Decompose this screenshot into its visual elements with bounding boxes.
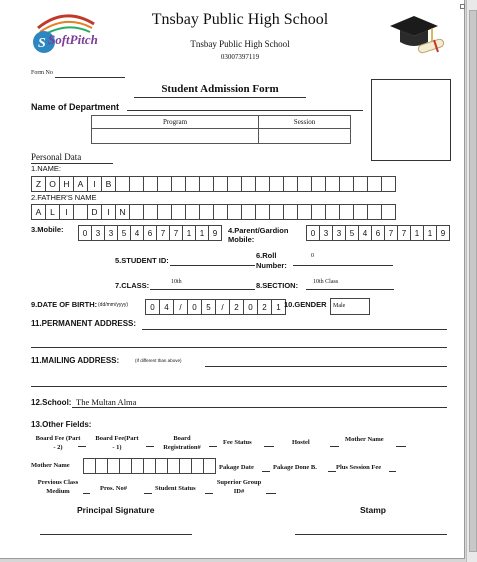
char-box[interactable]: 7: [384, 225, 398, 241]
personal-data-label: Personal Data: [31, 152, 82, 162]
mailing-address-label: 11.MAILING ADDRESS:: [31, 356, 120, 365]
char-box[interactable]: [339, 204, 354, 220]
roll-label: [256, 251, 287, 271]
char-box[interactable]: [353, 176, 368, 192]
char-box[interactable]: [269, 176, 284, 192]
char-box[interactable]: 9: [436, 225, 450, 241]
previous-class-2: Medium: [46, 488, 70, 495]
char-box[interactable]: [129, 204, 144, 220]
dob-char-boxes[interactable]: [145, 299, 285, 315]
pakage-done-field[interactable]: [328, 471, 336, 472]
mailing-address-line-2[interactable]: [31, 386, 447, 387]
char-box[interactable]: 1: [410, 225, 424, 241]
char-box[interactable]: [143, 176, 158, 192]
permanent-address-label: 11.PERMANENT ADDRESS:: [31, 319, 137, 328]
father-char-boxes[interactable]: [31, 204, 395, 220]
char-box[interactable]: [143, 204, 158, 220]
principal-signature-label: Principal Signature: [77, 505, 155, 515]
char-box[interactable]: [171, 204, 186, 220]
char-box[interactable]: [381, 204, 396, 220]
char-box[interactable]: [129, 176, 144, 192]
class-field[interactable]: [150, 289, 255, 290]
char-box[interactable]: 0: [306, 225, 320, 241]
name-label: 1.NAME:: [31, 164, 62, 173]
char-box[interactable]: [199, 176, 214, 192]
char-box[interactable]: 4: [159, 299, 174, 315]
parent-mobile-label: [228, 226, 288, 244]
char-box[interactable]: [297, 176, 312, 192]
dob-hint: (dd/mm/yyyy): [98, 302, 128, 308]
pros-no-label: Pros. No#: [100, 485, 127, 492]
session-header: Session: [259, 116, 350, 129]
board-fee-part1-field[interactable]: [146, 446, 154, 447]
student-id-label: 5.STUDENT ID:: [115, 256, 169, 265]
char-box[interactable]: [367, 176, 382, 192]
school-name: Tnsbay Public High School: [151, 11, 329, 28]
char-box[interactable]: 7: [169, 225, 183, 241]
pakage-done-label: Pakage Done B.: [273, 464, 317, 471]
char-box[interactable]: [241, 176, 256, 192]
char-box[interactable]: 7: [397, 225, 411, 241]
stamp-label: Stamp: [360, 505, 386, 515]
program-cell[interactable]: [92, 129, 259, 143]
mother-name-label: Mother Name: [31, 462, 70, 469]
char-box[interactable]: 2: [229, 299, 244, 315]
pakage-date-field[interactable]: [262, 471, 270, 472]
char-box[interactable]: [241, 204, 256, 220]
char-box[interactable]: [157, 204, 172, 220]
principal-signature-line[interactable]: [40, 534, 192, 535]
hostel-field[interactable]: [330, 446, 339, 447]
char-box[interactable]: /: [215, 299, 230, 315]
fee-status-label: Fee Status: [223, 439, 252, 446]
superior-group-1: Superior Group: [216, 479, 262, 486]
char-box[interactable]: [227, 204, 242, 220]
previous-class-1: Previous Class: [37, 479, 79, 486]
char-box[interactable]: I: [59, 204, 74, 220]
char-box[interactable]: N: [115, 204, 130, 220]
char-box[interactable]: 6: [371, 225, 385, 241]
char-box[interactable]: 5: [117, 225, 131, 241]
plus-session-fee-label: Plus Session Fee: [336, 464, 382, 471]
student-id-field[interactable]: [170, 265, 255, 266]
char-box[interactable]: [325, 176, 340, 192]
superior-group-2: ID#: [233, 488, 245, 495]
char-box[interactable]: B: [101, 176, 116, 192]
hostel-label: Hostel: [292, 439, 310, 446]
class-label: 7.CLASS:: [115, 281, 150, 290]
mobile-label: 3.Mobile:: [31, 225, 64, 234]
stamp-line[interactable]: [295, 534, 447, 535]
previous-class-field[interactable]: [83, 493, 90, 494]
board-fee-part1-2: - 1): [112, 444, 122, 451]
name-char-boxes[interactable]: [31, 176, 395, 192]
plus-session-fee-field[interactable]: [389, 471, 396, 472]
char-box[interactable]: 1: [195, 225, 209, 241]
char-box[interactable]: [227, 176, 242, 192]
char-box[interactable]: [381, 176, 396, 192]
school-label: 12.School:: [31, 398, 72, 407]
char-box[interactable]: [269, 204, 284, 220]
char-box[interactable]: 4: [358, 225, 372, 241]
mother-name-top-field[interactable]: [396, 446, 406, 447]
parent-mobile-label-2: Mobile:: [228, 235, 255, 244]
char-box[interactable]: 3: [319, 225, 333, 241]
mother-name-char-boxes[interactable]: [83, 458, 215, 474]
board-fee-part1: [88, 434, 146, 452]
title-underline: [134, 97, 306, 98]
char-box[interactable]: [73, 204, 88, 220]
board-registration-1: Board: [173, 435, 191, 442]
char-box[interactable]: [213, 176, 228, 192]
photo-box[interactable]: [371, 79, 451, 161]
char-box[interactable]: [171, 176, 186, 192]
char-box[interactable]: Z: [31, 176, 46, 192]
char-box[interactable]: [297, 204, 312, 220]
char-box[interactable]: [311, 204, 326, 220]
previous-class-medium: [29, 478, 87, 496]
board-fee-part2: [29, 434, 87, 452]
char-box[interactable]: 1: [271, 299, 286, 315]
parent-mobile-label-1: 4.Parent/Gardion: [228, 226, 289, 235]
permanent-address-line-2[interactable]: [31, 347, 447, 348]
section-value[interactable]: 10th Class: [313, 279, 339, 285]
char-box[interactable]: [185, 176, 200, 192]
char-box[interactable]: 5: [201, 299, 216, 315]
char-box[interactable]: H: [59, 176, 74, 192]
permanent-address-line-1[interactable]: [142, 329, 447, 330]
roll-label-2: Number:: [256, 261, 287, 270]
board-registration-field[interactable]: [209, 446, 217, 447]
char-box[interactable]: [199, 204, 214, 220]
board-fee-part2-field[interactable]: [78, 446, 86, 447]
student-status-label: Student Status: [155, 485, 196, 492]
char-box[interactable]: [311, 176, 326, 192]
board-fee-part1-1: Board Fee(Part: [95, 435, 139, 442]
char-box[interactable]: A: [31, 204, 46, 220]
char-box[interactable]: [325, 204, 340, 220]
section-label: 8.SECTION:: [256, 281, 299, 290]
school-field[interactable]: [72, 407, 447, 408]
char-box[interactable]: 3: [91, 225, 105, 241]
char-box[interactable]: [213, 204, 228, 220]
char-box[interactable]: [283, 204, 298, 220]
mailing-address-line-1[interactable]: [205, 366, 447, 367]
board-fee-part2-2: - 2): [53, 444, 63, 451]
school-logo: [30, 10, 100, 54]
gender-label: 10.GENDER: [284, 300, 327, 309]
mobile-digit-boxes[interactable]: [78, 225, 221, 241]
program-header: Program: [92, 116, 259, 129]
char-box[interactable]: [255, 204, 270, 220]
char-box[interactable]: [339, 176, 354, 192]
char-box[interactable]: [157, 176, 172, 192]
class-value[interactable]: 10th: [171, 279, 182, 285]
page-corner-marker: [460, 4, 465, 9]
pros-no-field[interactable]: [144, 493, 152, 494]
board-registration-2: Registration#: [163, 444, 201, 451]
char-box[interactable]: 6: [143, 225, 157, 241]
char-box[interactable]: I: [87, 176, 102, 192]
char-box[interactable]: 9: [208, 225, 222, 241]
father-name-label: 2.FATHER'S NAME: [31, 193, 97, 202]
board-fee-part2-1: Board Fee (Part: [35, 435, 81, 442]
form-no-field[interactable]: [55, 77, 125, 78]
char-box[interactable]: [367, 204, 382, 220]
char-box[interactable]: 0: [243, 299, 258, 315]
char-box[interactable]: D: [87, 204, 102, 220]
char-box[interactable]: 7: [156, 225, 170, 241]
char-box[interactable]: /: [173, 299, 188, 315]
char-box[interactable]: 3: [104, 225, 118, 241]
char-box[interactable]: 1: [182, 225, 196, 241]
school-phone: 03007397119: [220, 53, 260, 61]
roll-value[interactable]: 0: [311, 253, 314, 259]
char-box[interactable]: 1: [423, 225, 437, 241]
char-box[interactable]: A: [73, 176, 88, 192]
form-title: Student Admission Form: [161, 83, 279, 95]
gender-field[interactable]: Male: [330, 298, 370, 315]
other-fields-label: 13.Other Fields:: [31, 420, 92, 429]
char-box[interactable]: 4: [130, 225, 144, 241]
char-box[interactable]: 0: [187, 299, 202, 315]
vertical-scrollbar[interactable]: [466, 0, 477, 562]
char-box[interactable]: 0: [78, 225, 92, 241]
mailing-address-hint: (If different than above): [135, 358, 182, 363]
char-box[interactable]: O: [45, 176, 60, 192]
board-registration: [157, 434, 207, 452]
char-box[interactable]: [203, 458, 216, 474]
mother-name-top-label: Mother Name: [345, 436, 384, 443]
char-box[interactable]: 2: [257, 299, 272, 315]
char-box[interactable]: [185, 204, 200, 220]
section-field[interactable]: [306, 289, 394, 290]
fee-status-field[interactable]: [264, 446, 274, 447]
superior-group-id: [210, 478, 268, 496]
parent-mobile-digit-boxes[interactable]: [306, 225, 449, 241]
superior-group-field[interactable]: [266, 493, 276, 494]
roll-label-1: 6.Roll: [256, 251, 277, 260]
logo-text: SoftPitch: [48, 32, 98, 47]
dob-label: 9.DATE OF BIRTH:: [31, 300, 98, 309]
department-label: Name of Department: [31, 102, 120, 112]
char-box[interactable]: [255, 176, 270, 192]
char-box[interactable]: [115, 176, 130, 192]
session-cell[interactable]: [259, 129, 350, 143]
char-box[interactable]: L: [45, 204, 60, 220]
char-box[interactable]: 5: [345, 225, 359, 241]
form-no-label: Form No: [31, 70, 53, 76]
char-box[interactable]: 0: [145, 299, 160, 315]
char-box[interactable]: 3: [332, 225, 346, 241]
char-box[interactable]: I: [101, 204, 116, 220]
scrollbar-thumb[interactable]: [469, 10, 477, 552]
school-subtitle: Tnsbay Public High School: [190, 39, 290, 49]
pakage-date-label: Pakage Date: [219, 464, 254, 471]
program-session-table: [91, 115, 351, 144]
graduation-cap-icon: [388, 12, 448, 58]
char-box[interactable]: [353, 204, 368, 220]
department-field[interactable]: [127, 110, 363, 111]
school-value[interactable]: The Multan Alma: [76, 397, 137, 407]
svg-text:S: S: [38, 36, 46, 51]
char-box[interactable]: [283, 176, 298, 192]
roll-field[interactable]: [293, 265, 393, 266]
